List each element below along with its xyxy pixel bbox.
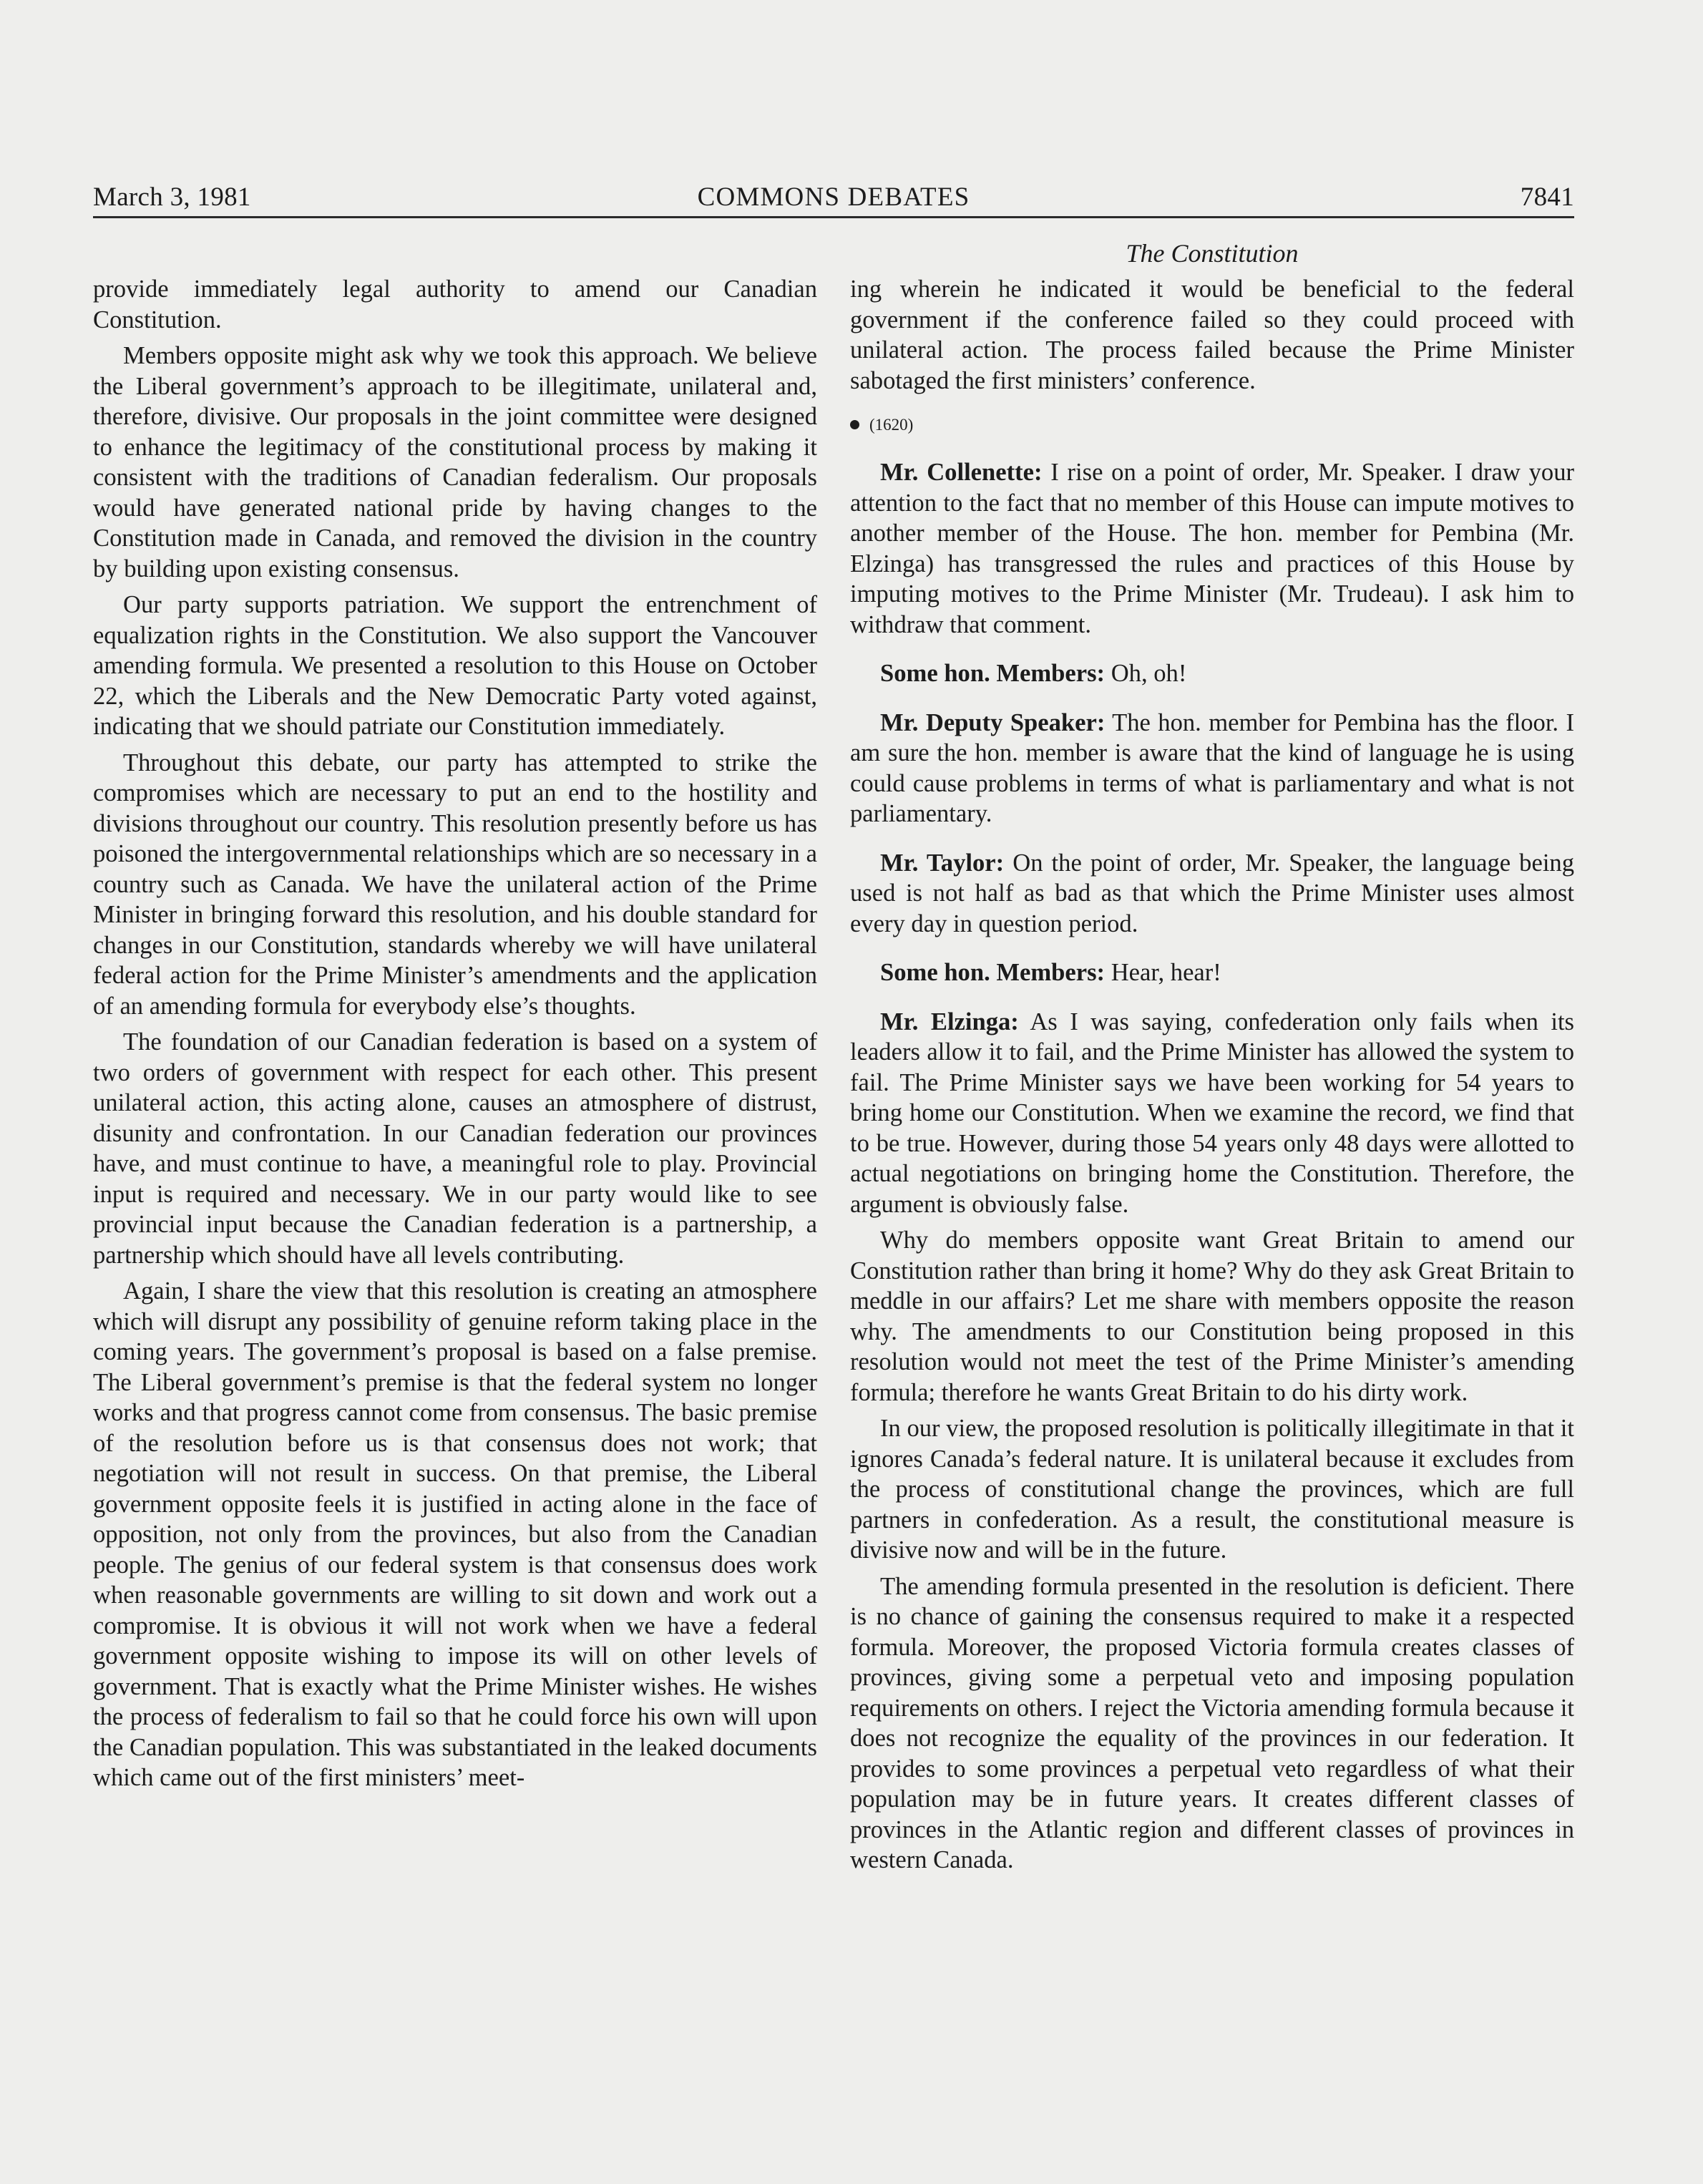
speech-text: I rise on a point of order, Mr. Speaker. I draw your attention to the fact that no member of this House can impute motives to another member of the House. The hon. member for Pembina (Mr. Elzinga) has transgressed the rules and practices of this House by imputing motives to the Prime Minister (Mr. Trudeau). I ask him to withdraw that comment. — [850, 459, 1574, 638]
left-paragraph: The foundation of our Canadian federation is based on a system of two orders of government with respect for each other. This present unilateral action, this acting alone, causes an atmosphere of distrust, disunity and confrontation. In our Canadian federation our provinces have, and must continue to have, a meaningful role to play. Provincial input is required and necessary. We in our party would like to see provincial input because the Canadian federation is a partnership, a partnership which should have all levels contributing. — [93, 1028, 817, 1269]
right-paragraph: In our view, the proposed resolution is politically illegitimate in that it ignores Canada’s federal nature. It is unilateral because it excludes from the process of constitutional change the provinces, which are full partners in confederation. As a result, the constitutional measure is divisive now and will be in the future. — [850, 1415, 1574, 1564]
header-journal-title: COMMONS DEBATES — [697, 182, 970, 212]
right-column — [850, 274, 1574, 1881]
speech-paragraph — [850, 658, 1574, 689]
header-rule — [93, 216, 1574, 218]
right-paragraph: Why do members opposite want Great Britain to amend our Constitution rather than bring it home? Why do they ask Great Britain to meddle in our affairs? Let me share with members opposite the reason why. The amendments to our Constitution being proposed in this resolution would not meet the test of the Prime Minister’s amending formula; therefore he wants Great Britain to do his dirty work. — [850, 1227, 1574, 1406]
left-paragraph: Throughout this debate, our party has attempted to strike the compromises which are necessary to put an end to the hostility and divisions throughout our country. This resolution presently before us has poisoned the intergovernmental relationships which are so necessary in a country such as Canada. We have the unilateral action of the Prime Minister in bringing forward this resolution, and his double standard for changes in our Constitution, standards whereby we will have unilateral federal action for the Prime Minister’s amendments and the application of an amending formula for everybody else’s thoughts. — [93, 749, 817, 1020]
speech-text: Oh, oh! — [1105, 660, 1187, 687]
time-marker-label: (1620) — [869, 416, 914, 434]
time-marker — [850, 414, 1574, 436]
header-date: March 3, 1981 — [93, 182, 251, 212]
speaker-name: Mr. Elzinga: — [880, 1008, 1019, 1035]
right-continuation-paragraph: ing wherein he indicated it would be beneficial to the federal government if the conference failed so they could proceed with unilateral action. The process failed because the Prime Minister sabotaged the first ministers’ conference. — [850, 276, 1574, 394]
section-title: The Constitution — [1126, 239, 1299, 268]
speaker-name: Some hon. Members: — [880, 959, 1106, 986]
speech-paragraph — [850, 457, 1574, 640]
speech-text: The hon. member for Pembina has the floor. I am sure the hon. member is aware that the kind of language he is using could cause problems in terms of what is parliamentary and what is not parliamentary. — [850, 708, 1574, 827]
left-paragraph: Members opposite might ask why we took this approach. We believe the Liberal government’s approach to be illegitimate, unilateral and, therefore, divisive. Our proposals in the joint committee were designed to enhance the legitimacy of the constitutional process by making it consistent with the traditions of Canadian federalism. Our proposals would have generated national pride by having changes to the Constitution made in Canada, and removed the division in the country by building upon existing consensus. — [93, 342, 817, 582]
speaker-name: Mr. Taylor: — [880, 849, 1005, 877]
speech-text: As I was saying, confederation only fails when its leaders allow it to fail, and the Prime Minister has allowed the system to fail. The Prime Minister says we have been working for 54 years to bring home our Constitution. When we examine the record, we find that to be true. However, during those 54 years only 48 days were allotted to actual negotiations on bringing home the Constitution. Therefore, the argument is obviously false. — [850, 1008, 1575, 1218]
speech-paragraph — [850, 708, 1574, 829]
speech-paragraph — [850, 957, 1574, 988]
speech-paragraph — [850, 1007, 1574, 1220]
right-paragraph: The amending formula presented in the resolution is deficient. There is no chance of gaining the consensus required to make it a respected formula. Moreover, the proposed Victoria formula creates classes of provinces, giving some a perpetual veto and imposing population requirements on others. I reject the Victoria amending formula because it does not recognize the equality of the provinces in our federation. It provides to some provinces a perpetual veto regardless of what their population may be in future years. It creates different classes of provinces in the Atlantic region and different classes of provinces in western Canada. — [850, 1572, 1574, 1873]
speech-text: On the point of order, Mr. Speaker, the language being used is not half as bad as that which the Prime Minister uses almost every day in question period. — [850, 849, 1574, 937]
speech-text: Hear, hear! — [1105, 959, 1221, 986]
speaker-name: Some hon. Members: — [880, 660, 1106, 687]
left-column — [93, 274, 817, 1799]
left-paragraph: Again, I share the view that this resolution is creating an atmosphere which will disrupt any possibility of genuine reform taking place in the coming years. The government’s proposal is based on a false premise. The Liberal government’s premise is that the federal system no longer works and that progress cannot come from consensus. The basic premise of the resolution before us is that consensus does not work; that negotiation will not result in success. On that premise, the Liberal government opposite feels it is justified in acting alone in the face of opposition, not only from the provinces, but also from the Canadian people. The genius of our federal system is that consensus does work when reasonable governments are willing to sit down and work out a compromise. It is obvious it will not work when we have a federal government opposite wishing to impose its will on other levels of government. That is exactly what the Prime Minister wishes. He wishes the process of federalism to fail so that he could force his own will upon the Canadian population. This was substantiated in the leaked documents which came out of the first ministers’ meet- — [93, 1277, 817, 1791]
left-paragraph: Our party supports patriation. We support the entrenchment of equalization rights in the Constitution. We also support the Vancouver amending formula. We presented a resolution to this House on October 22, which the Liberals and the New Democratic Party voted against, indicating that we should patriate our Constitution immediately. — [93, 591, 817, 740]
speaker-name: Mr. Collenette: — [880, 459, 1043, 486]
speech-paragraph — [850, 848, 1574, 940]
speaker-name: Mr. Deputy Speaker: — [880, 708, 1106, 736]
left-paragraph: provide immediately legal authority to amend our Canadian Constitution. — [93, 276, 817, 333]
bullet-icon — [850, 420, 859, 429]
header-page-number: 7841 — [1520, 182, 1574, 212]
running-header — [93, 179, 1574, 216]
